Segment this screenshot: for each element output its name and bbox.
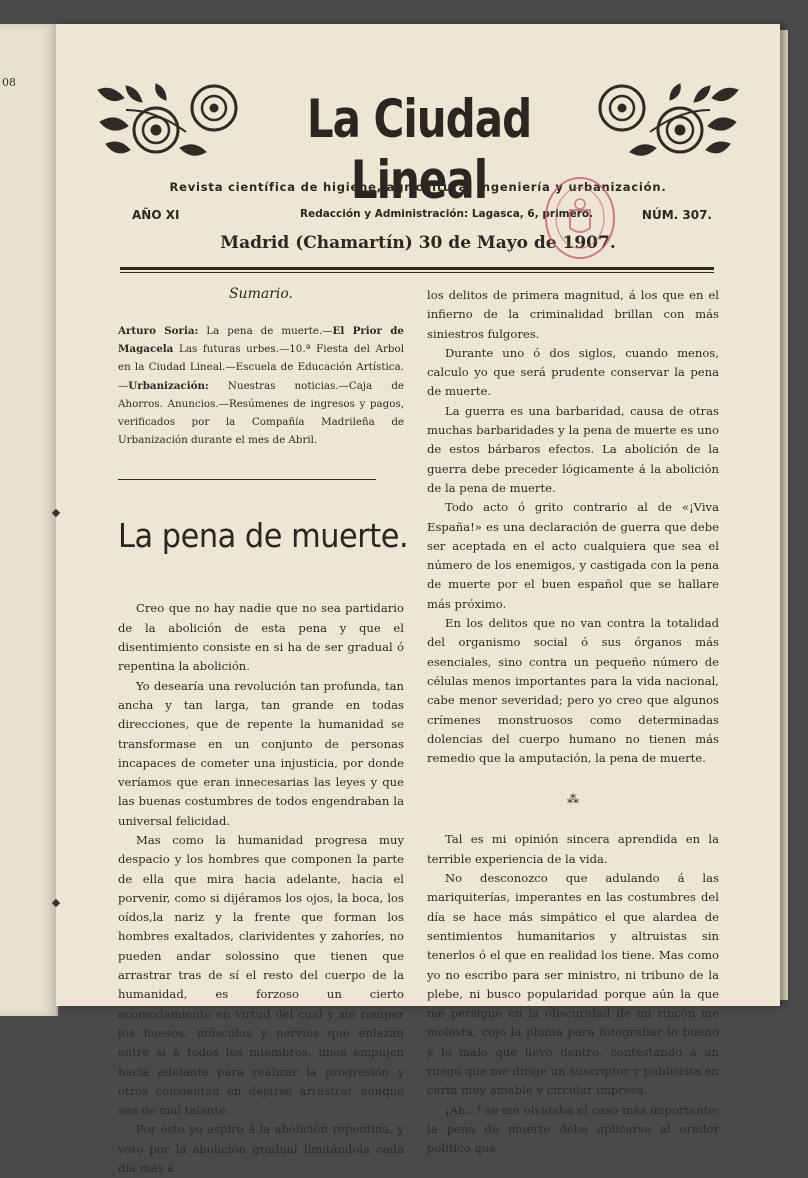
article-paragraph: Mas como la humanidad progresa muy despacio y los hombres que componen la parte de ella que mira hacia adelante, hacia el porvenir, como si dijéramos los ojos, la boca, los oídos,la nariz y la frente que forman los hombres exaltados, clarividentes y zahoríes, no pueden andar solossino que tienen que arrastrar tras de sí el resto del cuerpo de la humanidad, es forzoso un cierto acomodamiento en virtud del cual y sin romper los huesos, músculos y nervios que enlazan entre sí á todos los miembros, unos empujen hacia adelante para realizar la progresión y otros consientan en dejarse arrastrar aunque sea de mal talante.: [118, 832, 404, 1118]
left-column: [118, 286, 409, 1178]
sumario-prior: El Prior de Magacela: [118, 325, 404, 356]
sumario-item: Las futuras urbes.—10.ª Fiesta del Arbol en la Ciudad Lineal.—Escuela de Educación Artística.—: [118, 343, 404, 392]
newspaper-subtitle: Revista científica de higiene, agricultura, ingeniería y urbanización.: [169, 180, 667, 194]
header-rule: [120, 267, 714, 270]
rose-ornament-left-icon: [96, 82, 246, 162]
sumario-item: La pena de muerte.—: [198, 325, 333, 337]
article-paragraph: No desconozco que adulando á las mariquiterías, imperantes en las costumbres del día se hace más simpático el que alardea de sentimientos humanitarios y altruistas sin tenerlos ó el que en realidad los tiene. Mas como yo no escribo para ser ministro, ni tribuno de la plebe, ni busco popularidad porque aún la que me persigue en la obscuridad de mi rincón me molesta, cojo la pluma para fotografiar lo bueno y lo malo que llevo dentro, contestando á un ruego que me dirige un suscriptor y publicista en carta muy amable y circular impresa.: [427, 871, 719, 1098]
left-page-number: 08: [2, 76, 16, 89]
article-paragraph: Creo que no hay nadie que no sea partidario de la abolición de esta pena y que el disentimiento consiste en si ha de ser gradual ó repentina la abolición.: [118, 601, 404, 674]
asterism-divider: ⁂: [567, 792, 579, 807]
issue-number: NÚM. 307.: [641, 208, 712, 222]
sumario-item: Nuestras noticias.—Caja de Ahorros. Anuncios.—Resúmenes de ingresos y pagos, verificados por la Compañía Madrileña de Urbanización durante el mes de Abril.: [118, 379, 404, 447]
page-edge-right: [780, 30, 788, 1000]
article-paragraph: Por esto yo aspiro á la abolición repentina, y voto por la abolición gradual limitándola cada día más á: [118, 1122, 404, 1176]
article-paragraph: los delitos de primera magnitud, á los que en el infierno de la criminalidad brillan con más siniestros fulgores.: [427, 288, 719, 341]
article-title: La pena de muerte.: [118, 516, 409, 556]
library-stamp-icon: [542, 174, 618, 262]
article-paragraph: Todo acto ó grito contrario al de «¡Viva España!» es una declaración de guerra que debe ser aceptada en el acto cualquiera que sea el número de los enemigos, y castigada con la pena de muerte por el buen español que se hallare más próximo.: [427, 500, 719, 611]
dateline: Madrid (Chamartín) 30 de Mayo de 1907.: [220, 233, 616, 253]
section-separator: [118, 479, 376, 480]
article-paragraph: ¡Ah...! se me olvidaba el caso más importante: la pena de muerte debe aplicarse al orador político que: [427, 1102, 719, 1156]
article-paragraph: Tal es mi opinión sincera aprendida en la terrible experiencia de la vida.: [427, 832, 719, 866]
article-paragraph: La guerra es una barbaridad, causa de otras muchas barbaridades y la pena de muerte es uno de estos bárbaros efectos. La abolición de la guerra debe preceder lógicamente á la abolición de la pena de muerte.: [427, 403, 719, 495]
right-column: [427, 286, 719, 1158]
article-paragraph: Durante uno ó dos siglos, cuando menos, calculo yo que será prudente conservar la pena de muerte.: [427, 345, 719, 399]
sumario-urbanizacion: Urbanización:: [128, 379, 209, 392]
issue-year: AÑO XI: [132, 208, 180, 222]
left-page-edge: [0, 24, 58, 1016]
editorial-address: Redacción y Administración: Lagasca, 6, primero.: [300, 208, 594, 220]
article-paragraph: En los delitos que no van contra la totalidad del organismo social ó sus órganos más esenciales, sino contra un pequeño número de células menos importantes para la vida nacional, cabe menor severidad; pero yo creo que algunos crímenes monstruosos como determinadas dolencias del cuerpo humano no tienen más remedio que la amputación, la pena de muerte.: [427, 616, 719, 766]
header-rule-thin: [120, 272, 714, 273]
article-paragraph: Yo desearía una revolución tan profunda, tan ancha y tan larga, tan grande en todas direcciones, que de repente la humanidad se transformase en un conjunto de personas incapaces de cometer una injusticia, por donde veríamos que eran innecesarias las leyes y que las buenas costumbres de todos engendraban la universal felicidad.: [118, 678, 404, 828]
sumario-author: Arturo Soria:: [118, 325, 199, 337]
rose-ornament-right-icon: [590, 82, 740, 162]
sumario-text: [118, 322, 404, 449]
newspaper-title: La Ciudad Lineal: [306, 88, 532, 211]
sumario-heading: Sumario.: [228, 286, 294, 302]
issue-info-line: [132, 208, 712, 226]
newspaper-page: [56, 24, 780, 1176]
